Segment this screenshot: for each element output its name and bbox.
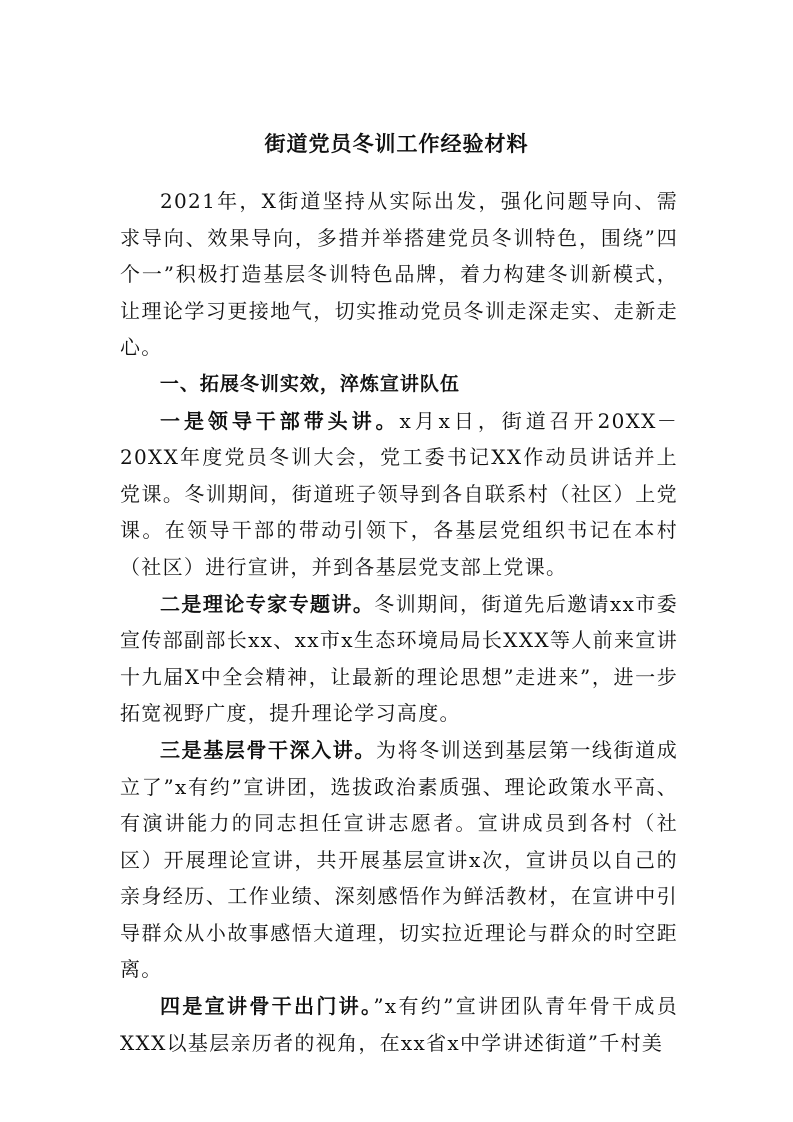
item-lead-2: 二是理论专家专题讲。: [160, 591, 375, 616]
item-paragraph-2: [120, 586, 678, 732]
intro-paragraph: 2021年，X街道坚持从实际出发，强化问题导向、需求导向、效果导向，多措并举搭建党员冬训特色，围绕”四个一”积极打造基层冬训特色品牌，着力构建冬训新模式，让理论学习更接地气，切实推动党员冬训走深走实、走新走心。: [120, 189, 678, 360]
item-paragraph-4: [120, 988, 678, 1061]
item-text-2: 冬训期间，街道先后邀请xx市委宣传部副部长xx、xx市x生态环境局局长XXX等人前来宣讲十九届X中全会精神，让最新的理论思想”走进来”，进一步拓宽视野广度，提升理论学习高度。: [120, 591, 678, 726]
item-text-4: ”x有约”宣讲团队青年骨干成员XXX以基层亲历者的视角，在xx省x中学讲述街道”千村美: [120, 994, 679, 1055]
item-lead-4: 四是宣讲骨干出门讲。: [160, 994, 374, 1019]
item-paragraph-3: [120, 732, 678, 988]
item-text-1: x月x日，街道召开20XX－20XX年度党员冬训大会，党工委书记XX作动员讲话并上党课。冬训期间，街道班子领导到各自联系村（社区）上党课。在领导干部的带动引领下，各基层党组织书记在本村（社区）进行宣讲，并到各基层党支部上党课。: [120, 408, 679, 579]
item-text-3: 为将冬训送到基层第一线街道成立了”x有约”宣讲团，选拔政治素质强、理论政策水平高、有演讲能力的同志担任宣讲志愿者。宣讲成员到各村（社区）开展理论宣讲，共开展基层宣讲x次，宣讲员以自己的亲身经历、工作业绩、深刻感悟作为鲜活教材，在宣讲中引导群众从小故事感悟大道理，切实拉近理论与群众的时空距离。: [120, 737, 679, 982]
document-title: 街道党员冬训工作经验材料: [264, 132, 529, 156]
item-lead-3: 三是基层骨干深入讲。: [160, 737, 376, 762]
item-lead-1: 一是领导干部带头讲。: [160, 408, 400, 433]
document-body: [120, 183, 678, 1061]
item-paragraph-1: [120, 403, 678, 586]
section-heading: 一、拓展冬训实效，淬炼宣讲队伍: [159, 372, 460, 395]
